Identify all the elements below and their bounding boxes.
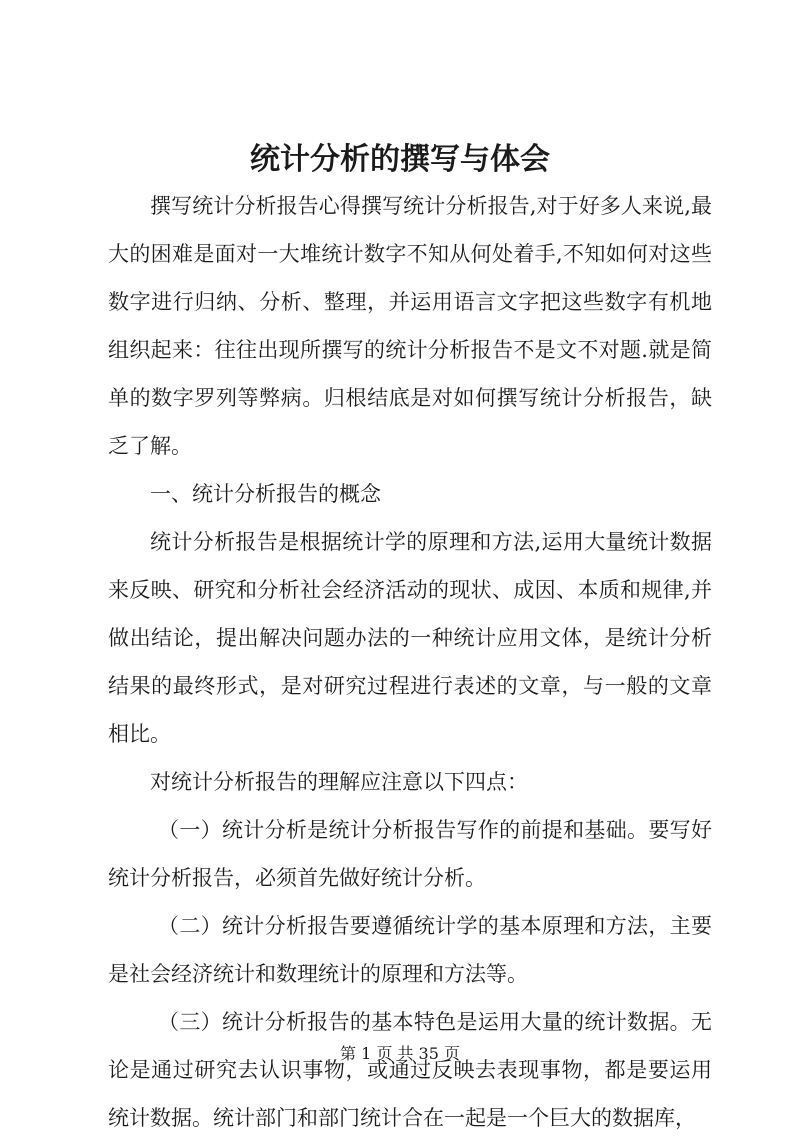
paragraph-intro: 撰写统计分析报告心得撰写统计分析报告,对于好多人来说,最大的困难是面对一大堆统计数字不知从何处着手,不知如何对这些数字进行归纳、分析、整理，并运用语言文字把这些数字有机地组织起来：往往出现所撰写的统计分析报告不是文不对题.就是简单的数字罗列等弊病。归根结底是对如何撰写统计分析报告，缺乏了解。 [108, 194, 712, 458]
paragraph-point-two: （二）统计分析报告要遵循统计学的基本原理和方法，主要是社会经济统计和数理统计的原理和方法等。 [108, 914, 712, 986]
paragraph-point-one: （一）统计分析是统计分析报告写作的前提和基础。要写好统计分析报告，必须首先做好统计分析。 [108, 818, 712, 890]
page-footer: 第 1 页 共 35 页 [340, 1044, 460, 1063]
paragraph-point-three: （三）统计分析报告的基本特色是运用大量的统计数据。无论是通过研究去认识事物，或通过反映去表现事物，都是要运用统计数据。统计部门和部门统计合在一起是一个巨大的数据库， [108, 1010, 712, 1130]
document-body [108, 182, 712, 1142]
paragraph-four-points: 对统计分析报告的理解应注意以下四点： [150, 770, 528, 794]
paragraph-concept: 统计分析报告是根据统计学的原理和方法,运用大量统计数据来反映、研究和分析社会经济活动的现状、成因、本质和规律,并做出结论，提出解决问题办法的一种统计应用文体，是统计分析结果的最终形式，是对研究过程进行表述的文章，与一般的文章相比。 [108, 530, 712, 746]
section-heading-concept: 一、统计分析报告的概念 [150, 482, 381, 506]
page-title: 统计分析的撰写与体会 [250, 142, 550, 177]
